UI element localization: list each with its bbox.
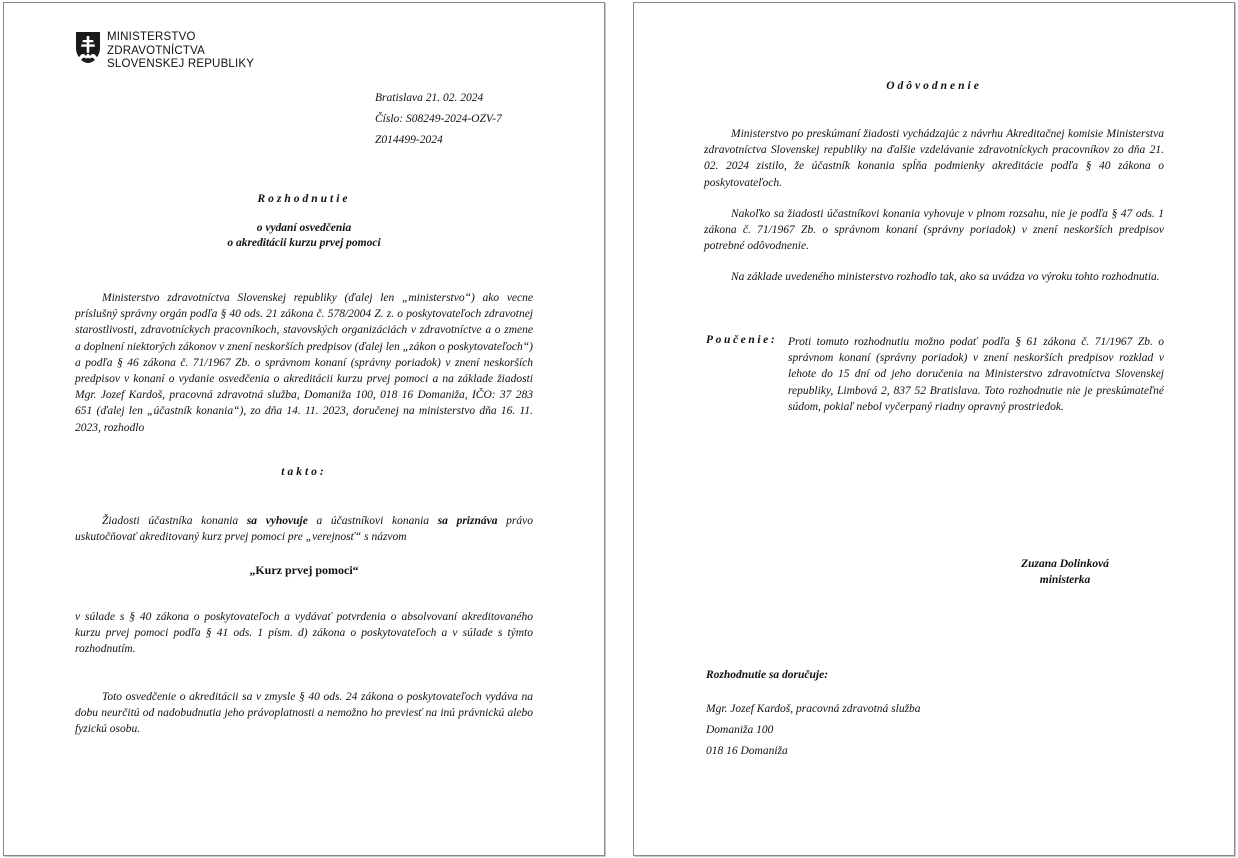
delivery-line-2: Domaniža 100 (706, 724, 774, 736)
justification-title: Odôvodnenie (886, 80, 982, 92)
delivery-address (706, 699, 921, 762)
logo-line-1: MINISTERSTVO (107, 31, 196, 43)
justification-paragraph-1: Ministerstvo po preskúmaní žiadosti vychádzajúc z návrhu Akreditačnej komisie Ministerstva zdravotníctva Slovenskej republiky na ďalšie vzdelávanie zdravotníckych pracovníkov zo dňa 21. 02. 2024 zistilo, že účastník konania spĺňa podmienky akreditácie podľa § 40 zákona o poskytovateľoch. (704, 128, 1164, 189)
justification-paragraph-3: Na základe uvedeného ministerstvo rozhodlo tak, ako sa uvádza vo výroku tohto rozhodnutia. (731, 271, 1160, 283)
decision-text-1: Žiadosti účastníka konania (102, 515, 247, 527)
logo-line-3: SLOVENSKEJ REPUBLIKY (107, 58, 255, 70)
document-meta (375, 88, 502, 151)
slovak-coat-of-arms-icon (75, 31, 101, 65)
decision-title: Rozhodnutie (257, 193, 351, 205)
accordance-paragraph: v súlade s § 40 zákona o poskytovateľoch a vydávať potvrdenia o absolvovaní akreditovaného kurzu prvej pomoci podľa § 41 ods. 1 písm. d) zákona o poskytovateľoch a v súlade s týmto rozhodnutím. (75, 611, 533, 656)
delivery-line-3: 018 16 Domaniža (706, 745, 788, 757)
document-page-2 (633, 2, 1235, 856)
signatory-role: ministerka (1039, 574, 1091, 586)
decision-bold-2: sa priznáva (437, 515, 498, 527)
delivery-line-1: Mgr. Jozef Kardoš, pracovná zdravotná služba (706, 703, 921, 715)
decision-bold-1: sa vyhovuje (246, 515, 308, 527)
decision-text-2: a účastníkovi konania (307, 515, 438, 527)
delivery-title: Rozhodnutie sa doručuje: (706, 669, 829, 681)
ministry-logo (75, 31, 254, 72)
justification-paragraph-2: Nakoľko sa žiadosti účastníkovi konania vyhovuje v plnom rozsahu, nie je podľa § 47 ods. 1 zákona č. 71/1967 Zb. o správnom konaní (správny poriadok) v znení neskorších predpisov potrebné odôvodnenie. (704, 208, 1164, 253)
place-date: Bratislava 21. 02. 2024 (375, 92, 484, 104)
validity-paragraph: Toto osvedčenie o akreditácii sa v zmysle § 40 ods. 24 zákona o poskytovateľoch vydáva na dobu neurčitú od nadobudnutia jeho právoplatnosti a nemožno ho previesť na inú právnickú alebo fyzickú osobu. (75, 691, 533, 736)
page-gap (606, 0, 630, 858)
signatory-name: Zuzana Dolinková (1021, 558, 1109, 570)
decision-text-3: právo uskutočňovať akreditovaný kurz prvej pomoci pre „verejnosť“ s názvom (75, 515, 533, 544)
course-name: „Kurz prvej pomoci“ (249, 563, 359, 577)
ministry-name (107, 31, 254, 72)
document-page-1 (3, 2, 605, 856)
intro-paragraph: Ministerstvo zdravotníctva Slovenskej republiky (ďalej len „ministerstvo“) ako vecne príslušný správny orgán podľa § 40 ods. 21 zákona č. 578/2004 Z. z. o poskytovateľoch zdravotnej starostlivosti, zdravotníckych pracovníkoch, stavovských organizáciách v zdravotníctve a o zmene a doplnení niektorých zákonov v znení neskorších predpisov (ďalej len „zákon o poskytovateľoch“) a podľa § 46 zákona č. 71/1967 Zb. o správnom konaní (správny poriadok) v znení neskorších predpisov v konaní o vydanie osvedčenia o akreditácii kurzu prvej pomoci a na základe žiadosti Mgr. Jozef Kardoš, pracovná zdravotná služba, Domaniža 100, 018 16 Domaniža, IČO: 37 283 651 (ďalej len „účastník konania“), zo dňa 14. 11. 2023, doručenej na ministerstvo dňa 16. 11. 2023, rozhodlo (75, 292, 533, 434)
decision-paragraph (75, 513, 533, 545)
document-number: Číslo: S08249-2024-OZV-7 (375, 113, 502, 125)
instruction-text: Proti tomuto rozhodnutiu možno podať podľa § 61 zákona č. 71/1967 Zb. o správnom konaní (správny poriadok) v znení neskorších predpisov rozklad v lehote do 15 dní od jeho doručenia na Ministerstvo zdravotníctva Slovenskej republiky, Limbová 2, 837 52 Bratislava. Toto rozhodnutie nie je preskúmateľné súdom, pokiaľ nebol vyčerpaný riadny opravný prostriedok. (788, 336, 1164, 413)
decision-subtitle-2: o akreditácii kurzu prvej pomoci (227, 237, 381, 249)
takto-heading: takto: (281, 466, 327, 478)
instruction-label: Poučenie: (706, 334, 778, 346)
signature-block (1020, 556, 1110, 588)
reference-number: Z014499-2024 (375, 134, 443, 146)
decision-subtitle-1: o vydaní osvedčenia (256, 222, 352, 234)
logo-line-2: ZDRAVOTNÍCTVA (107, 44, 206, 57)
